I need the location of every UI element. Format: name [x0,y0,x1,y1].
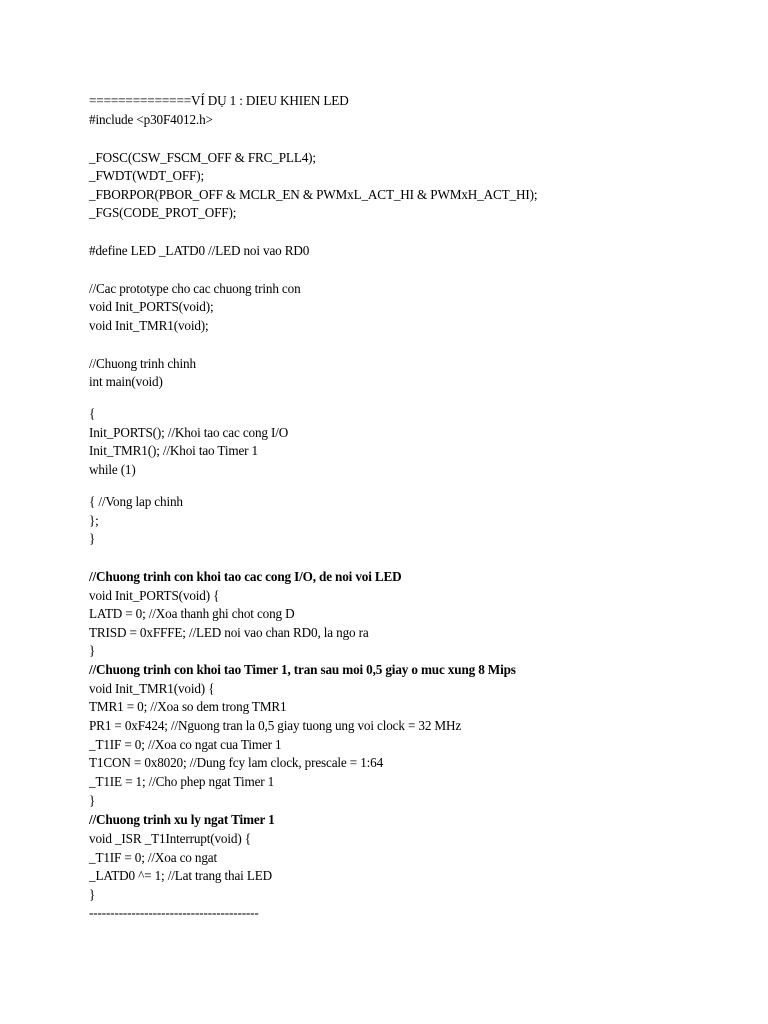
example-heading: ==============VÍ DỤ 1 : DIEU KHIEN LED [89,93,349,108]
separator-line: ---------------------------------------- [89,905,259,920]
code-line: #define LED _LATD0 //LED noi vao RD0 [89,243,310,258]
code-line: _T1IF = 0; //Xoa co ngat [89,850,217,865]
code-line: _T1IF = 0; //Xoa co ngat cua Timer 1 [89,737,282,752]
code-line: } [89,531,96,546]
code-line: void Init_TMR1(void); [89,318,209,333]
code-line: _LATD0 ^= 1; //Lat trang thai LED [89,868,273,883]
code-line: LATD = 0; //Xoa thanh ghi chot cong D [89,606,295,621]
code-line: PR1 = 0xF424; //Nguong tran la 0,5 giay tuong ung voi clock = 32 MHz [89,718,462,733]
code-line: } [89,643,96,658]
code-line: void Init_PORTS(void) { [89,588,220,603]
code-line: int main(void) [89,374,163,389]
code-line: _FWDT(WDT_OFF); [89,168,204,183]
section-comment: //Chuong trinh con khoi tao cac cong I/O, de noi voi LED [89,569,402,584]
include-line: #include <p30F4012.h> [89,112,213,127]
code-line: } [89,793,96,808]
code-line: _FBORPOR(PBOR_OFF & MCLR_EN & PWMxL_ACT_HI & PWMxH_ACT_HI); [89,187,538,202]
code-line: _FGS(CODE_PROT_OFF); [89,205,237,220]
code-line: { //Vong lap chinh [89,494,183,509]
code-line: }; [89,513,99,528]
section-comment: //Chuong trinh xu ly ngat Timer 1 [89,812,275,827]
code-line: } [89,887,96,902]
code-line: T1CON = 0x8020; //Dung fcy lam clock, prescale = 1:64 [89,755,384,770]
code-line: _FOSC(CSW_FSCM_OFF & FRC_PLL4); [89,150,316,165]
code-comment: //Cac prototype cho cac chuong trinh con [89,281,301,296]
code-comment: //Chuong trinh chinh [89,356,196,371]
code-line: void Init_TMR1(void) { [89,681,215,696]
code-line: void _ISR _T1Interrupt(void) { [89,831,251,846]
code-line: TRISD = 0xFFFE; //LED noi vao chan RD0, la ngo ra [89,625,369,640]
code-line: void Init_PORTS(void); [89,299,214,314]
code-line: Init_TMR1(); //Khoi tao Timer 1 [89,443,258,458]
code-line: _T1IE = 1; //Cho phep ngat Timer 1 [89,774,275,789]
code-line: { [89,406,96,421]
section-comment: //Chuong trinh con khoi tao Timer 1, tran sau moi 0,5 giay o muc xung 8 Mips [89,662,516,677]
code-line: TMR1 = 0; //Xoa so dem trong TMR1 [89,699,287,714]
code-line: Init_PORTS(); //Khoi tao cac cong I/O [89,425,289,440]
code-line: while (1) [89,462,136,477]
